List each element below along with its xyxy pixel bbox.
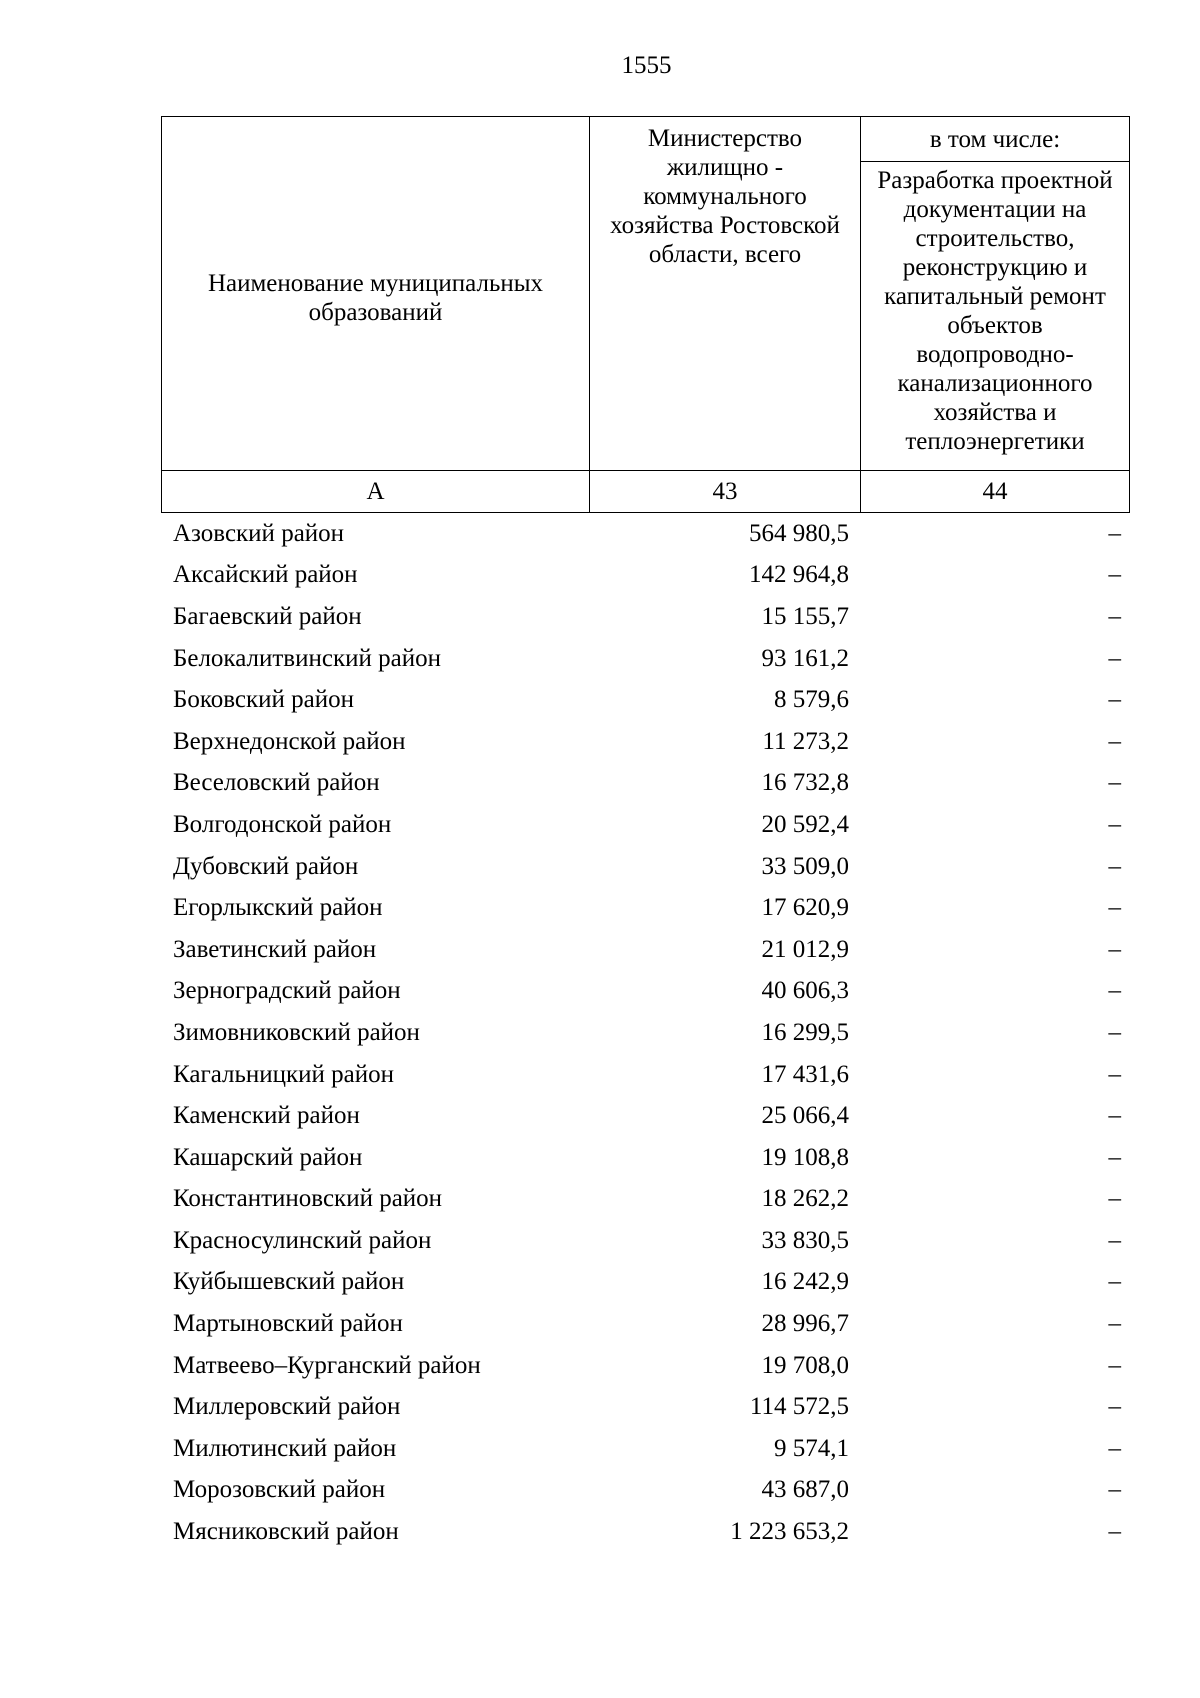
table-row: [161, 1179, 1129, 1221]
table-row: [161, 1386, 1129, 1428]
table-row: [161, 1303, 1129, 1345]
development-value: –: [1108, 1393, 1121, 1421]
development-value: –: [1108, 602, 1121, 630]
ministry-total-value: 142 964,8: [749, 561, 849, 589]
municipality-name: Морозовский район: [173, 1476, 386, 1504]
municipality-name: Верхнедонской район: [173, 727, 406, 755]
table-row: [161, 1012, 1129, 1054]
municipality-name: Константиновский район: [173, 1185, 443, 1213]
development-value: –: [1108, 1268, 1121, 1296]
development-value: –: [1108, 561, 1121, 589]
table-row: [161, 721, 1129, 763]
table-row: [161, 763, 1129, 805]
municipality-name: Егорлыкский район: [173, 894, 383, 922]
development-value: –: [1108, 519, 1121, 547]
ministry-total-value: 114 572,5: [749, 1393, 849, 1421]
municipality-name: Аксайский район: [173, 561, 358, 589]
table-row: [161, 846, 1129, 888]
ministry-total-value: 93 161,2: [761, 644, 849, 672]
ministry-total-value: 43 687,0: [761, 1476, 849, 1504]
ministry-total-value: 15 155,7: [761, 602, 849, 630]
municipality-name: Зимовниковский район: [173, 1018, 420, 1046]
municipality-name: Красносулинский район: [173, 1226, 432, 1254]
table-row: [161, 555, 1129, 597]
development-value: –: [1108, 1018, 1121, 1046]
development-value: –: [1108, 852, 1121, 880]
column-index-43: 43: [590, 471, 861, 513]
column-index-44: 44: [861, 471, 1130, 513]
development-value: –: [1108, 810, 1121, 838]
ministry-total-value: 19 108,8: [761, 1143, 849, 1171]
table-row: [161, 596, 1129, 638]
table-header: [161, 116, 1130, 513]
column-header-name: Наименование муниципальных образований: [162, 117, 590, 471]
municipality-name: Азовский район: [173, 519, 345, 547]
municipality-name: Кашарский район: [173, 1143, 363, 1171]
table-row: [161, 1220, 1129, 1262]
table-row: [161, 1137, 1129, 1179]
ministry-total-value: 8 579,6: [774, 686, 849, 714]
table-row: [161, 1345, 1129, 1387]
table-row: [161, 638, 1129, 680]
table-row: [161, 513, 1129, 555]
ministry-total-value: 16 732,8: [761, 769, 849, 797]
development-value: –: [1108, 894, 1121, 922]
ministry-total-value: 564 980,5: [749, 519, 849, 547]
development-value: –: [1108, 686, 1121, 714]
data-rows: [161, 513, 1129, 1553]
development-value: –: [1108, 1102, 1121, 1130]
ministry-total-value: 17 620,9: [761, 894, 849, 922]
municipality-name: Боковский район: [173, 686, 354, 714]
municipality-name: Милютинский район: [173, 1434, 397, 1462]
ministry-total-value: 25 066,4: [761, 1102, 849, 1130]
ministry-total-value: 28 996,7: [761, 1310, 849, 1338]
ministry-total-value: 33 509,0: [761, 852, 849, 880]
ministry-total-value: 40 606,3: [761, 977, 849, 1005]
municipality-name: Кагальницкий район: [173, 1060, 395, 1088]
municipality-name: Багаевский район: [173, 602, 362, 630]
municipality-name: Мясниковский район: [173, 1518, 399, 1546]
development-value: –: [1108, 1434, 1121, 1462]
ministry-total-value: 11 273,2: [762, 727, 849, 755]
ministry-total-value: 9 574,1: [774, 1434, 849, 1462]
development-value: –: [1108, 935, 1121, 963]
development-value: –: [1108, 1185, 1121, 1213]
development-value: –: [1108, 727, 1121, 755]
table-row: [161, 1470, 1129, 1512]
municipality-name: Матвеево–Курганский район: [173, 1351, 481, 1379]
column-header-ministry-total: Министерство жилищно - коммунального хозяйства Ростовской области, всего: [590, 117, 861, 471]
table-row: [161, 1054, 1129, 1096]
municipality-name: Миллеровский район: [173, 1393, 401, 1421]
development-value: –: [1108, 1143, 1121, 1171]
development-value: –: [1108, 1351, 1121, 1379]
development-value: –: [1108, 1518, 1121, 1546]
municipality-name: Каменский район: [173, 1102, 360, 1130]
development-value: –: [1108, 1310, 1121, 1338]
column-index-a: А: [162, 471, 590, 513]
development-value: –: [1108, 769, 1121, 797]
ministry-total-value: 20 592,4: [761, 810, 849, 838]
ministry-total-value: 16 242,9: [761, 1268, 849, 1296]
table-row: [161, 679, 1129, 721]
municipality-name: Мартыновский район: [173, 1310, 403, 1338]
development-value: –: [1108, 1226, 1121, 1254]
ministry-total-value: 33 830,5: [761, 1226, 849, 1254]
development-value: –: [1108, 977, 1121, 1005]
table-row: [161, 887, 1129, 929]
ministry-total-value: 16 299,5: [761, 1018, 849, 1046]
development-value: –: [1108, 644, 1121, 672]
table-row: [161, 1511, 1129, 1553]
municipality-name: Заветинский район: [173, 935, 377, 963]
table-row: [161, 971, 1129, 1013]
municipality-name: Веселовский район: [173, 769, 380, 797]
ministry-total-value: 19 708,0: [761, 1351, 849, 1379]
ministry-total-value: 21 012,9: [761, 935, 849, 963]
municipality-name: Дубовский район: [173, 852, 359, 880]
development-value: –: [1108, 1476, 1121, 1504]
ministry-total-value: 17 431,6: [761, 1060, 849, 1088]
column-header-development: Разработка проектной документации на строительство, реконструкцию и капитальный ремонт объектов водопроводно-канализационного хозяйства и теплоэнергетики: [861, 162, 1130, 471]
column-header-including: в том числе:: [861, 117, 1130, 162]
table-row: [161, 804, 1129, 846]
column-index-row: [162, 471, 1130, 513]
ministry-total-value: 18 262,2: [761, 1185, 849, 1213]
ministry-total-value: 1 223 653,2: [730, 1518, 849, 1546]
municipality-name: Куйбышевский район: [173, 1268, 405, 1296]
municipality-name: Зерноградский район: [173, 977, 401, 1005]
table-row: [161, 1262, 1129, 1304]
municipality-name: Волгодонской район: [173, 810, 392, 838]
development-value: –: [1108, 1060, 1121, 1088]
table-row: [161, 1428, 1129, 1470]
table-row: [161, 1095, 1129, 1137]
table-row: [161, 929, 1129, 971]
page-number: 1555: [621, 52, 672, 79]
municipality-name: Белокалитвинский район: [173, 644, 441, 672]
